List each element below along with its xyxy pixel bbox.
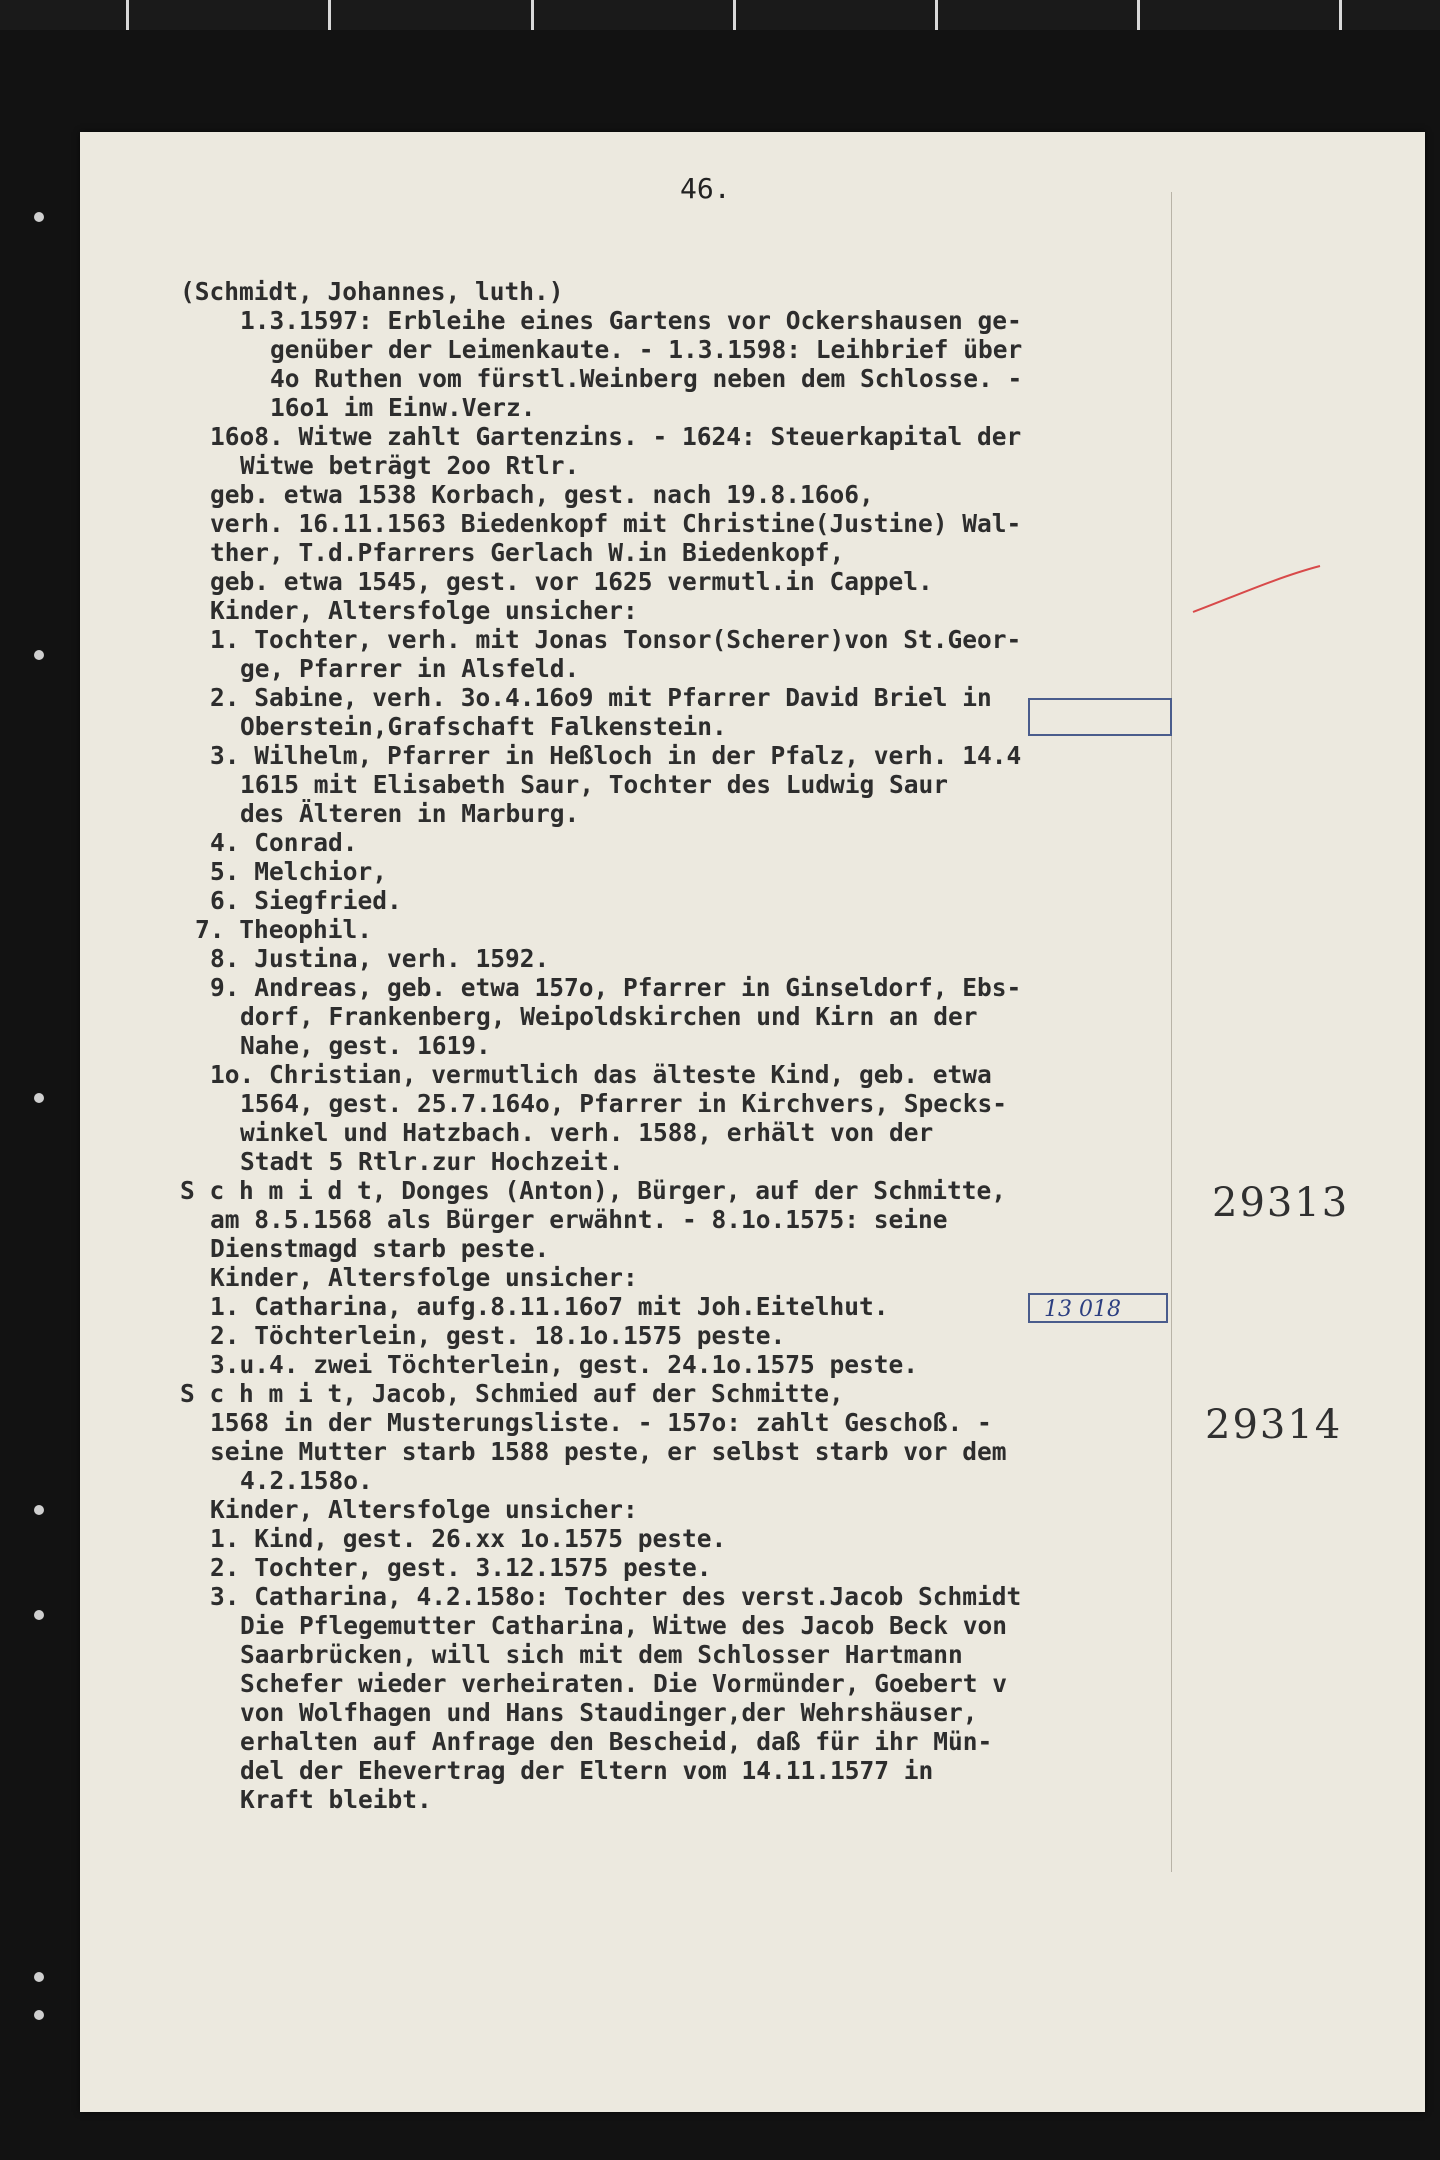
film-tick [1339,0,1342,30]
text-line: des Älteren in Marburg. [240,799,580,828]
text-line: del der Ehevertrag der Eltern vom 14.11.1577 in [240,1756,934,1785]
punch-hole [34,1610,44,1620]
text-line: 16o8. Witwe zahlt Gartenzins. - 1624: Steuerkapital der [210,422,1022,451]
annotation-box: 13 018 [1028,1293,1168,1323]
punch-hole [34,1093,44,1103]
text-line: 1o. Christian, vermutlich das älteste Kind, geb. etwa [210,1060,992,1089]
red-pen-mark [1188,562,1328,622]
text-line: von Wolfhagen und Hans Staudinger,der Wehrshäuser, [240,1698,978,1727]
text-line: seine Mutter starb 1588 peste, er selbst starb vor dem [210,1437,1007,1466]
text-line: Dienstmagd starb peste. [210,1234,550,1263]
text-line: Schefer wieder verheiraten. Die Vormünder, Goebert v [240,1669,1008,1698]
text-line: geb. etwa 1538 Korbach, gest. nach 19.8.16o6, [210,480,874,509]
text-line: genüber der Leimenkaute. - 1.3.1598: Leihbrief über [270,335,1023,364]
punch-hole [34,2010,44,2020]
text-line: Nahe, gest. 1619. [240,1031,491,1060]
text-line: S c h m i d t, Donges (Anton), Bürger, auf der Schmitte, [180,1176,1007,1205]
text-line: 1. Kind, gest. 26.xx 1o.1575 peste. [210,1524,727,1553]
text-line: 3. Wilhelm, Pfarrer in Heßloch in der Pfalz, verh. 14.4 [210,741,1022,770]
text-line: geb. etwa 1545, gest. vor 1625 vermutl.in Cappel. [210,567,933,596]
film-tick [733,0,736,30]
document-page [80,132,1425,2112]
punch-hole [34,650,44,660]
text-line: 4o Ruthen vom fürstl.Weinberg neben dem Schlosse. - [270,364,1023,393]
text-line: S c h m i t, Jacob, Schmied auf der Schmitte, [180,1379,844,1408]
text-line: Kinder, Altersfolge unsicher: [210,1495,638,1524]
text-line: 4.2.158o. [240,1466,373,1495]
text-line: 1.3.1597: Erbleihe eines Gartens vor Ockershausen ge- [240,306,1022,335]
text-line: 16o1 im Einw.Verz. [270,393,536,422]
film-top-strip [0,0,1440,30]
text-line: 6. Siegfried. [210,886,402,915]
film-tick [328,0,331,30]
text-line: am 8.5.1568 als Bürger erwähnt. - 8.1o.1575: seine [210,1205,948,1234]
annotation-box [1028,698,1172,736]
film-tick [531,0,534,30]
text-line: dorf, Frankenberg, Weipoldskirchen und Kirn an der [240,1002,978,1031]
text-line: 3.u.4. zwei Töchterlein, gest. 24.1o.1575 peste. [210,1350,919,1379]
annotation-number: 29313 [1212,1180,1350,1226]
text-line: ther, T.d.Pfarrers Gerlach W.in Biedenkopf, [210,538,845,567]
film-tick [935,0,938,30]
body-text [180,277,1180,1814]
text-line: ge, Pfarrer in Alsfeld. [240,654,580,683]
text-line: 2. Sabine, verh. 3o.4.16o9 mit Pfarrer David Briel in [210,683,992,712]
text-line: 3. Catharina, 4.2.158o: Tochter des verst.Jacob Schmidt [210,1582,1022,1611]
film-tick [1137,0,1140,30]
text-line: 1. Catharina, aufg.8.11.16o7 mit Joh.Eitelhut. [210,1292,889,1321]
text-line: 1568 in der Musterungsliste. - 157o: zahlt Geschoß. - [210,1408,992,1437]
text-line: 2. Tochter, gest. 3.12.1575 peste. [210,1553,712,1582]
text-line: 9. Andreas, geb. etwa 157o, Pfarrer in Ginseldorf, Ebs- [210,973,1022,1002]
punch-hole [34,1972,44,1982]
text-line: 1. Tochter, verh. mit Jonas Tonsor(Scherer)von St.Geor- [210,625,1022,654]
annotation-number: 29314 [1205,1402,1343,1448]
punch-hole [34,212,44,222]
text-line: 1615 mit Elisabeth Saur, Tochter des Ludwig Saur [240,770,949,799]
text-line: Witwe beträgt 2oo Rtlr. [240,451,580,480]
text-line: Die Pflegemutter Catharina, Witwe des Jacob Beck von [240,1611,1008,1640]
text-line: winkel und Hatzbach. verh. 1588, erhält von der [240,1118,934,1147]
text-line: Kinder, Altersfolge unsicher: [210,596,638,625]
text-line: 2. Töchterlein, gest. 18.1o.1575 peste. [210,1321,786,1350]
punch-hole [34,1505,44,1515]
page-number: 46. [680,172,731,205]
text-line: Kinder, Altersfolge unsicher: [210,1263,638,1292]
text-line: 5. Melchior, [210,857,388,886]
text-line: Oberstein,Grafschaft Falkenstein. [240,712,727,741]
text-line: (Schmidt, Johannes, luth.) [180,277,564,306]
film-tick [126,0,129,30]
text-line: erhalten auf Anfrage den Bescheid, daß für ihr Mün- [240,1727,993,1756]
text-line: verh. 16.11.1563 Biedenkopf mit Christine(Justine) Wal- [210,509,1022,538]
text-line: 4. Conrad. [210,828,358,857]
text-line: 1564, gest. 25.7.164o, Pfarrer in Kirchvers, Specks- [240,1089,1008,1118]
text-line: 8. Justina, verh. 1592. [210,944,550,973]
text-line: 7. Theophil. [195,915,373,944]
text-line: Saarbrücken, will sich mit dem Schlosser Hartmann [240,1640,963,1669]
text-line: Stadt 5 Rtlr.zur Hochzeit. [240,1147,624,1176]
text-line: Kraft bleibt. [240,1785,432,1814]
